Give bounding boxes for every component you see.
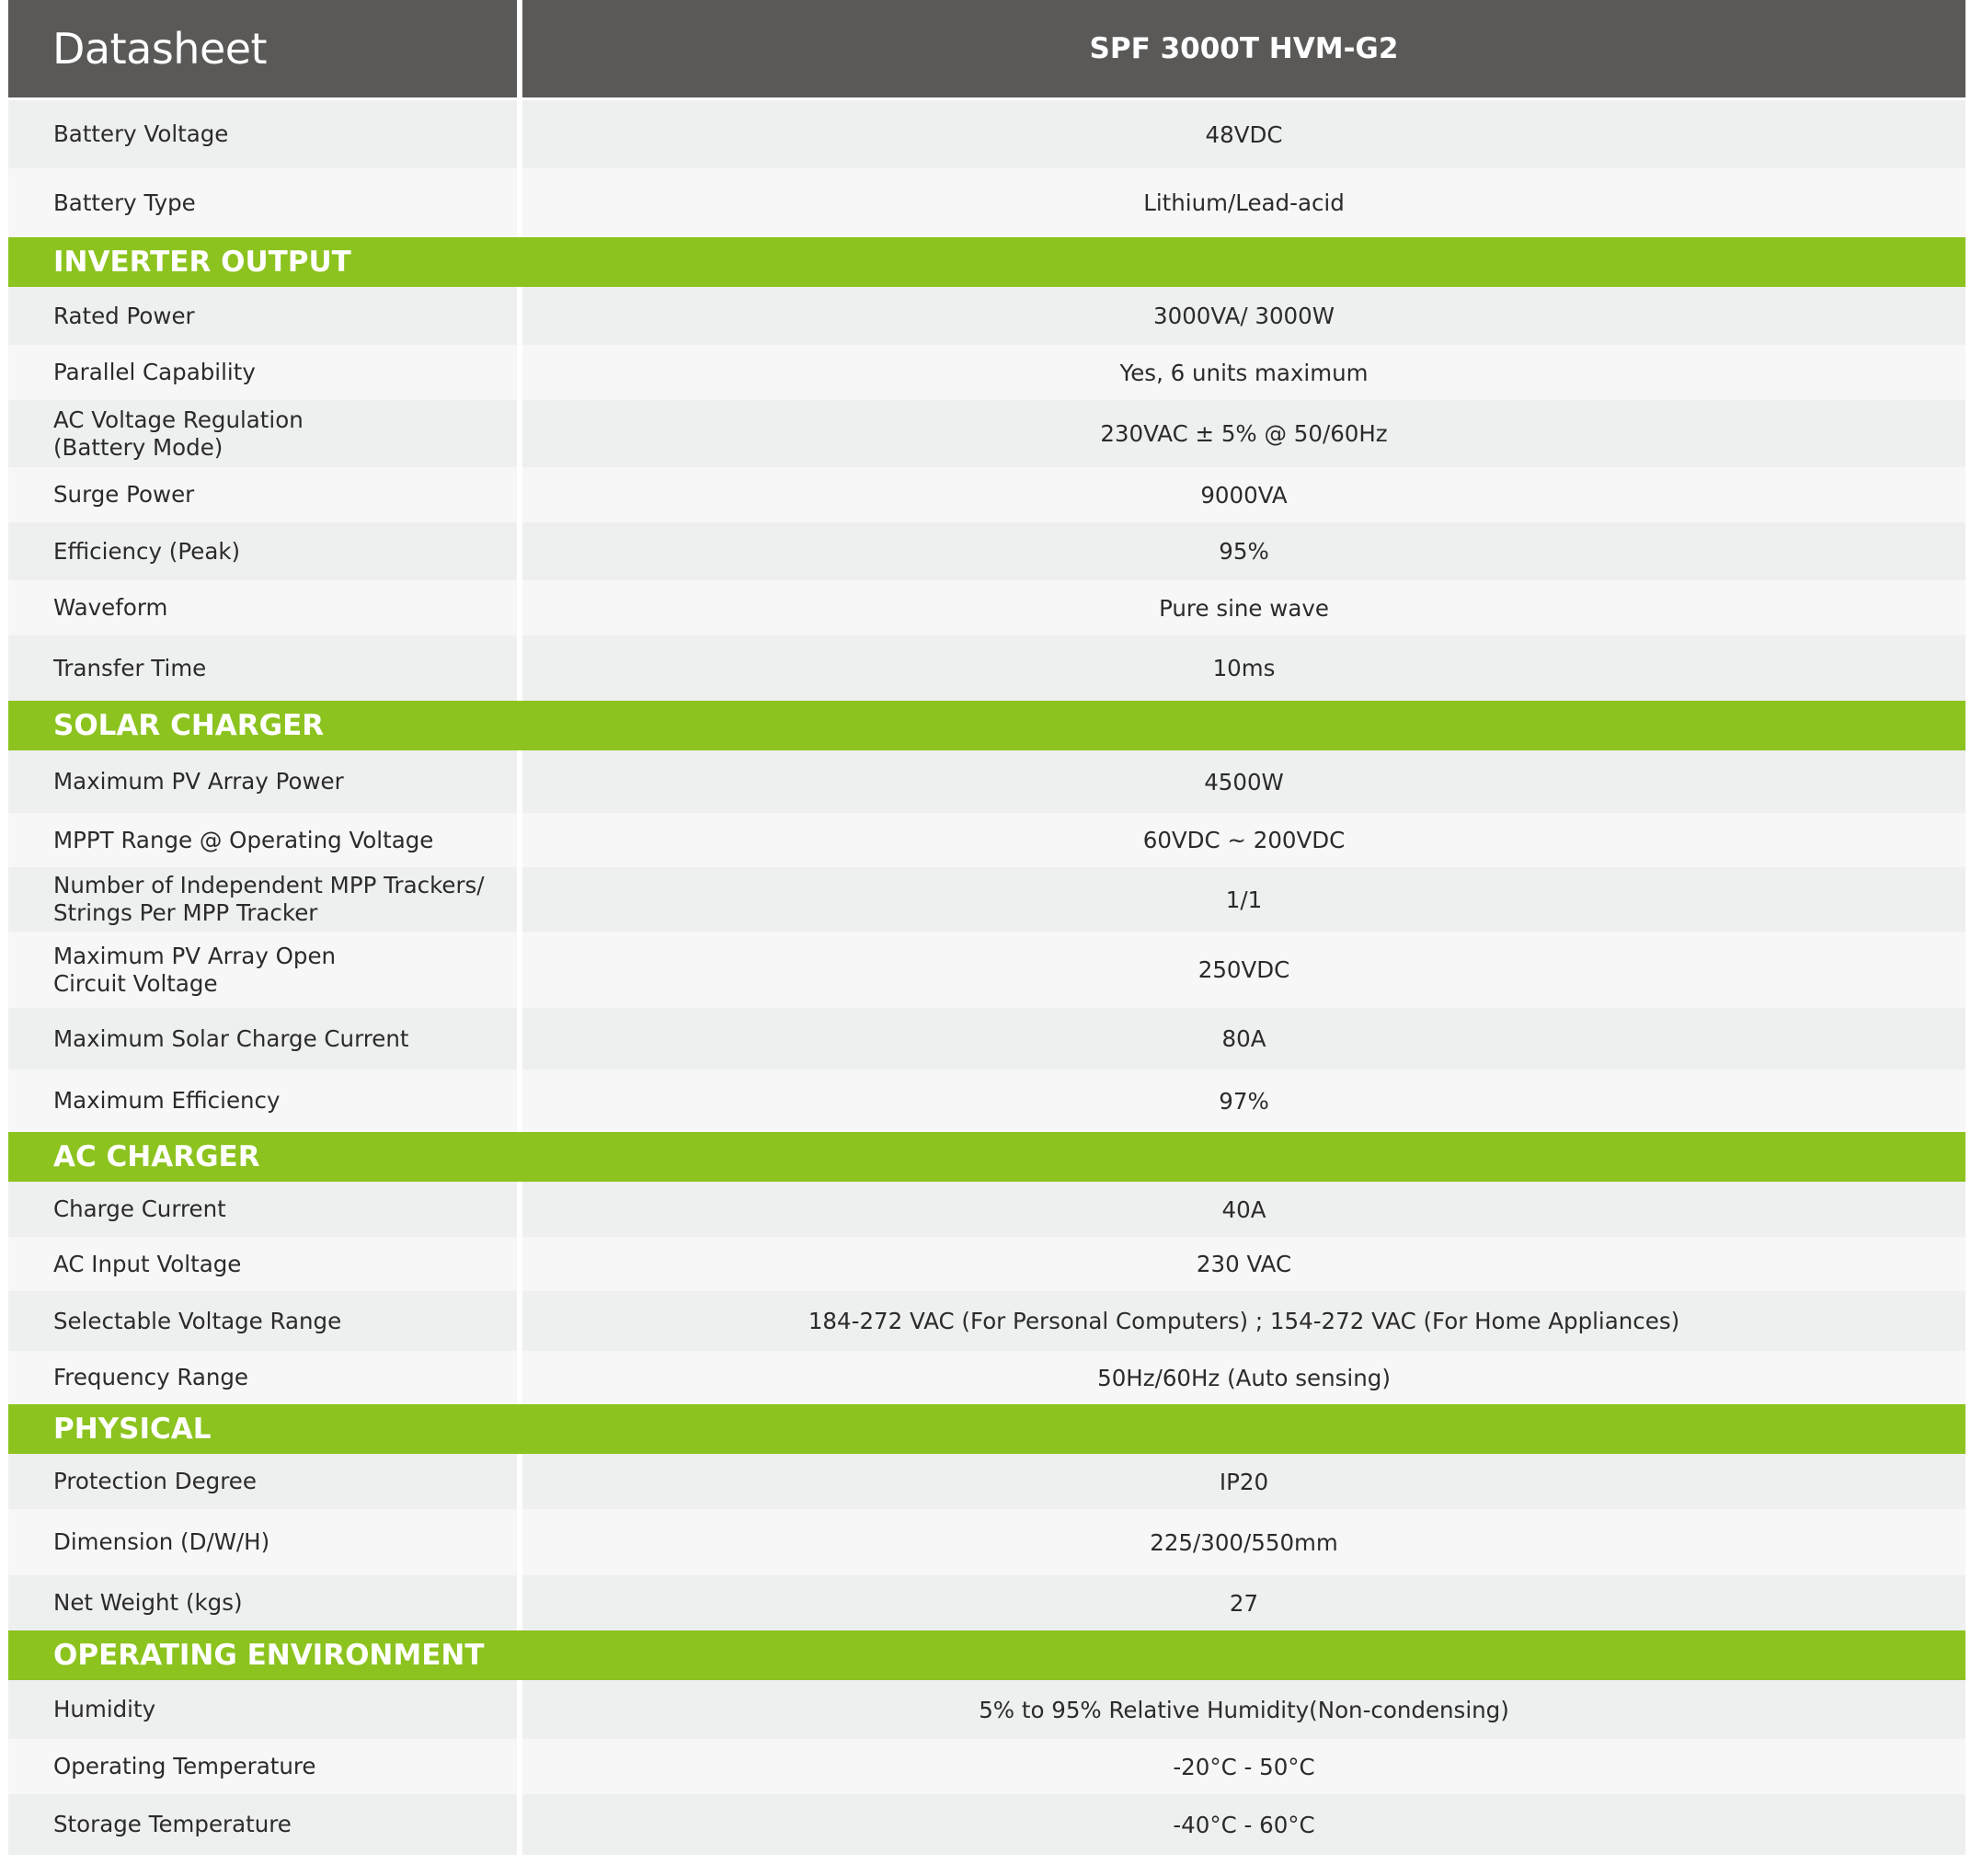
spec-value: 1/1 <box>522 867 1965 932</box>
spec-label-text <box>53 1696 155 1723</box>
spec-label-text <box>53 189 196 217</box>
spec-value: 27 <box>522 1575 1965 1630</box>
spec-label <box>8 867 517 932</box>
spec-value: -20°C - 50°C <box>522 1739 1965 1794</box>
spec-value: 60VDC ~ 200VDC <box>522 813 1965 867</box>
spec-value: 4500W <box>522 750 1965 813</box>
spec-label <box>8 1008 517 1070</box>
spec-label-line: Net Weight (kgs) <box>53 1589 243 1616</box>
spec-label-text <box>53 1811 292 1838</box>
spec-label-text <box>53 303 195 330</box>
spec-label-line: Number of Independent MPP Trackers/ <box>53 872 485 898</box>
section-header <box>8 1132 1965 1182</box>
spec-value: 225/300/550mm <box>522 1509 1965 1575</box>
spec-label <box>8 1291 517 1351</box>
spec-label-line: Parallel Capability <box>53 359 256 385</box>
table-row <box>8 867 1965 932</box>
spec-label-line: Frequency Range <box>53 1364 249 1390</box>
spec-value: 5% to 95% Relative Humidity(Non-condensing) <box>522 1680 1965 1739</box>
spec-label-line: Humidity <box>53 1696 156 1722</box>
spec-label-text <box>53 827 433 854</box>
table-row <box>8 100 1965 168</box>
spec-value: 230 VAC <box>522 1237 1965 1291</box>
spec-label-line: Charge Current <box>53 1195 226 1222</box>
spec-label-text <box>53 872 485 927</box>
table-row <box>8 522 1965 580</box>
spec-value: 40A <box>522 1182 1965 1237</box>
spec-label <box>8 932 517 1008</box>
spec-label <box>8 580 517 635</box>
table-row <box>8 345 1965 400</box>
spec-label <box>8 1680 517 1739</box>
section-title: INVERTER OUTPUT <box>8 237 1965 287</box>
spec-label-line: Transfer Time <box>53 654 207 681</box>
spec-value: 10ms <box>522 635 1965 701</box>
section-title: AC CHARGER <box>8 1132 1965 1182</box>
spec-value: 184-272 VAC (For Personal Computers) ; 154-272 VAC (For Home Appliances) <box>522 1291 1965 1351</box>
spec-label-line: Operating Temperature <box>53 1753 316 1779</box>
datasheet-table <box>8 0 1965 1855</box>
spec-label-line: Battery Voltage <box>53 120 229 147</box>
spec-label <box>8 813 517 867</box>
table-row <box>8 1237 1965 1291</box>
spec-value: 95% <box>522 522 1965 580</box>
spec-label-text <box>53 120 228 148</box>
spec-label-text <box>53 406 304 462</box>
spec-label-text <box>53 481 194 509</box>
spec-label-line: Dimension (D/W/H) <box>53 1528 270 1555</box>
spec-label <box>8 635 517 701</box>
spec-label-text <box>53 1468 257 1495</box>
spec-label <box>8 1070 517 1132</box>
table-row <box>8 1739 1965 1794</box>
spec-label-line: Battery Type <box>53 189 196 216</box>
spec-label <box>8 400 517 467</box>
spec-label <box>8 1182 517 1237</box>
spec-label-line: Rated Power <box>53 302 195 329</box>
spec-label <box>8 1351 517 1404</box>
spec-label <box>8 1454 517 1509</box>
spec-label-line: Maximum PV Array Open <box>53 942 337 969</box>
spec-label-text <box>53 594 167 622</box>
table-header <box>8 0 1965 97</box>
spec-value: 3000VA/ 3000W <box>522 287 1965 345</box>
spec-value: 9000VA <box>522 467 1965 522</box>
table-row <box>8 1454 1965 1509</box>
spec-label-line: MPPT Range @ Operating Voltage <box>53 826 434 853</box>
spec-label-line: Maximum PV Array Power <box>53 768 344 795</box>
spec-label <box>8 467 517 522</box>
spec-label-text <box>53 1251 241 1278</box>
spec-label-line: Selectable Voltage Range <box>53 1307 342 1334</box>
spec-label-text <box>53 359 256 386</box>
spec-label-text <box>53 1753 315 1780</box>
table-row <box>8 1008 1965 1070</box>
table-row <box>8 1182 1965 1237</box>
spec-value: 250VDC <box>522 932 1965 1008</box>
page-title: Datasheet <box>8 0 517 97</box>
spec-label <box>8 750 517 813</box>
section-title: PHYSICAL <box>8 1404 1965 1454</box>
spec-value: -40°C - 60°C <box>522 1794 1965 1855</box>
spec-value: 50Hz/60Hz (Auto sensing) <box>522 1351 1965 1404</box>
table-row <box>8 168 1965 237</box>
spec-label-text <box>53 943 336 998</box>
table-row <box>8 813 1965 867</box>
spec-label-line: Surge Power <box>53 481 195 508</box>
table-row <box>8 1680 1965 1739</box>
spec-label-text <box>53 1195 226 1223</box>
spec-value: Pure sine wave <box>522 580 1965 635</box>
spec-label-line: Protection Degree <box>53 1468 257 1494</box>
spec-label-line: AC Voltage Regulation <box>53 406 304 433</box>
spec-label-line: Maximum Efficiency <box>53 1087 281 1114</box>
spec-label <box>8 345 517 400</box>
section-header <box>8 701 1965 750</box>
spec-label-line: Storage Temperature <box>53 1811 292 1837</box>
spec-label-text <box>53 538 240 566</box>
spec-value: IP20 <box>522 1454 1965 1509</box>
model-name: SPF 3000T HVM-G2 <box>522 0 1965 97</box>
spec-label <box>8 1575 517 1630</box>
spec-label <box>8 1794 517 1855</box>
table-row <box>8 1794 1965 1855</box>
spec-value: 48VDC <box>522 100 1965 168</box>
section-header <box>8 237 1965 287</box>
spec-label <box>8 100 517 168</box>
table-row <box>8 1575 1965 1630</box>
table-row <box>8 1070 1965 1132</box>
table-row <box>8 1351 1965 1404</box>
spec-label <box>8 1237 517 1291</box>
table-row <box>8 580 1965 635</box>
spec-label <box>8 168 517 237</box>
spec-label-text <box>53 1025 408 1053</box>
spec-label-text <box>53 1528 269 1556</box>
spec-value: 97% <box>522 1070 1965 1132</box>
spec-label-text <box>53 1589 243 1617</box>
table-row <box>8 1509 1965 1575</box>
spec-value: 80A <box>522 1008 1965 1070</box>
table-row <box>8 467 1965 522</box>
spec-label <box>8 1739 517 1794</box>
spec-label-line: Maximum Solar Charge Current <box>53 1024 409 1052</box>
table-row <box>8 400 1965 467</box>
spec-label-line: Efficiency (Peak) <box>53 537 241 565</box>
section-header <box>8 1404 1965 1454</box>
table-row <box>8 750 1965 813</box>
spec-value: Yes, 6 units maximum <box>522 345 1965 400</box>
section-title: SOLAR CHARGER <box>8 701 1965 750</box>
spec-label <box>8 522 517 580</box>
spec-value: Lithium/Lead-acid <box>522 168 1965 237</box>
spec-label <box>8 287 517 345</box>
spec-label-line: Strings Per MPP Tracker <box>53 899 318 926</box>
section-title: OPERATING ENVIRONMENT <box>8 1630 1965 1680</box>
spec-label-text <box>53 1364 248 1391</box>
spec-label-line: (Battery Mode) <box>53 433 223 461</box>
spec-value: 230VAC ± 5% @ 50/60Hz <box>522 400 1965 467</box>
spec-label-text <box>53 655 206 682</box>
spec-label-line: Waveform <box>53 594 168 621</box>
spec-label <box>8 1509 517 1575</box>
spec-label-line: AC Input Voltage <box>53 1250 242 1277</box>
table-row <box>8 635 1965 701</box>
spec-label-text <box>53 1087 281 1115</box>
spec-groups <box>8 100 1965 1855</box>
section-header <box>8 1630 1965 1680</box>
spec-label-text <box>53 768 344 795</box>
table-row <box>8 1291 1965 1351</box>
table-row <box>8 932 1965 1008</box>
table-row <box>8 287 1965 345</box>
spec-label-text <box>53 1308 341 1335</box>
spec-label-line: Circuit Voltage <box>53 969 218 997</box>
